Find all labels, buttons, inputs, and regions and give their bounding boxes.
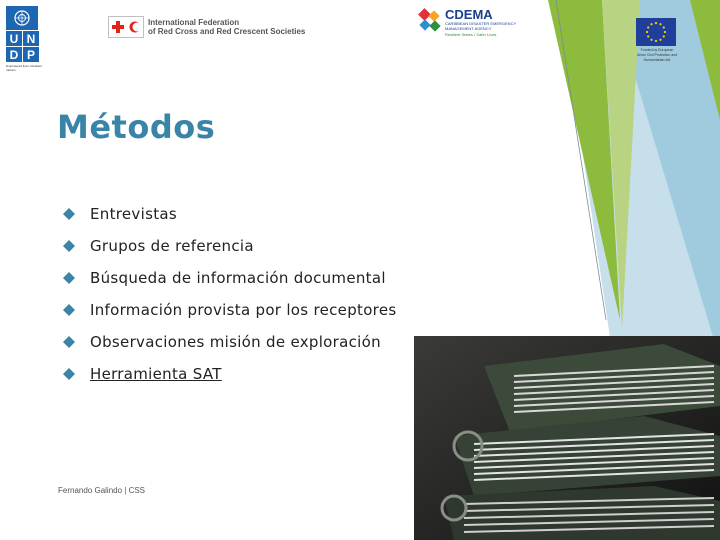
bullet-text: Grupos de referencia — [90, 237, 254, 255]
cdema-emblem-icon — [418, 8, 442, 34]
list-item — [62, 262, 396, 294]
ifrc-name-line1: International Federation — [148, 18, 240, 27]
list-item — [62, 358, 396, 390]
undp-tagline: Empowered lives. Resilient nations. — [6, 64, 43, 72]
undp-logo — [6, 6, 42, 72]
herramienta-sat-link[interactable]: Herramienta SAT — [90, 365, 222, 383]
bullet-text: Información provista por los receptores — [90, 301, 397, 319]
eu-caption: Funded by European Union Civil Protection and Humanitarian Aid — [636, 48, 678, 62]
slide-title: Métodos — [57, 108, 216, 146]
diamond-bullet-icon — [62, 335, 76, 349]
red-cross-crescent-icon — [108, 16, 144, 38]
diamond-bullet-icon — [62, 239, 76, 253]
cdema-logo — [418, 8, 521, 37]
list-item — [62, 326, 396, 358]
footer-author: Fernando Galindo | CSS — [58, 486, 146, 495]
ifrc-name-line2: of Red Cross and Red Crescent Societies — [148, 27, 306, 36]
bullet-text: Observaciones misión de exploración — [90, 333, 381, 351]
undp-letter: U — [6, 31, 22, 46]
cdema-acronym: CDEMA — [445, 7, 493, 22]
list-item — [62, 198, 396, 230]
undp-letter: N — [23, 31, 39, 46]
un-emblem-icon — [6, 6, 38, 30]
undp-letter: D — [6, 47, 22, 62]
diamond-bullet-icon — [62, 207, 76, 221]
binders-photo — [414, 336, 720, 540]
bullet-text: Entrevistas — [90, 205, 177, 223]
cdema-subtitle: CARIBBEAN DISASTER EMERGENCY MANAGEMENT AGENCY — [445, 21, 517, 31]
bullet-text: Búsqueda de información documental — [90, 269, 386, 287]
ifrc-logo — [108, 16, 305, 38]
eu-logo — [636, 18, 678, 63]
eu-flag-icon — [636, 18, 676, 46]
list-item — [62, 294, 396, 326]
cdema-tagline: Resilient States • Safer Lives — [445, 32, 497, 37]
diamond-bullet-icon — [62, 303, 76, 317]
bullet-list — [62, 198, 396, 390]
list-item — [62, 230, 396, 262]
diamond-bullet-icon — [62, 271, 76, 285]
undp-letter: P — [23, 47, 39, 62]
diamond-bullet-icon — [62, 367, 76, 381]
